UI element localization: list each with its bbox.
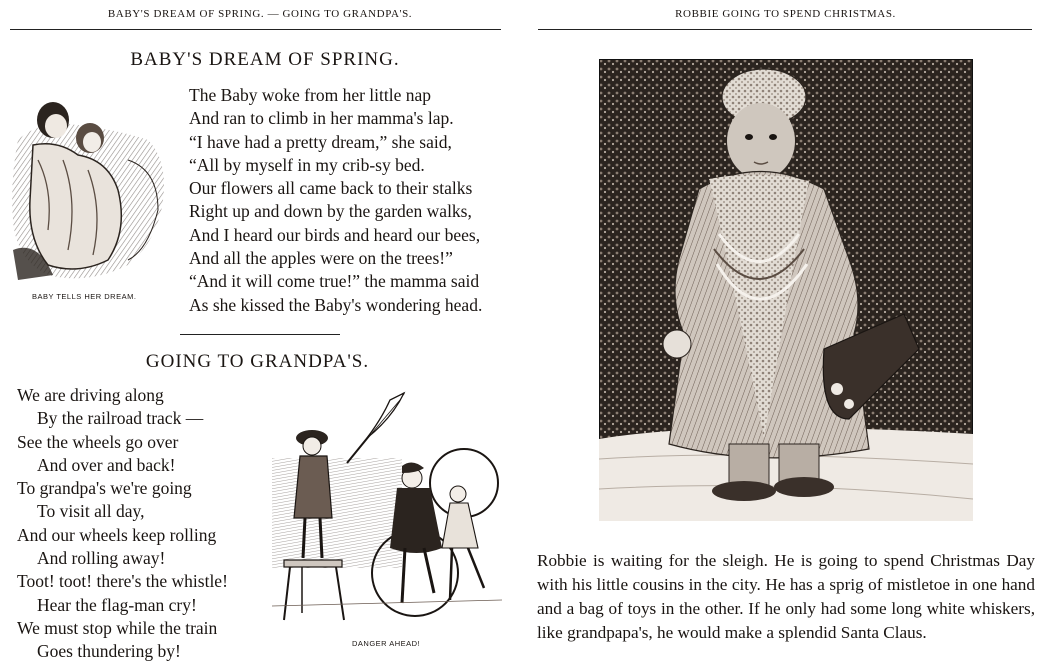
- story-paragraph: Robbie is waiting for the sleigh. He is going to spend Christmas Day with his little cousins in the city. He has a sprig of mistletoe in one hand and a bag of toys in the other. If he only had some long white whiskers, like grandpapa's, he would make a splendid Santa Claus.: [537, 551, 1035, 642]
- poem-line: And rolling away!: [37, 548, 166, 569]
- poem-line: And our wheels keep rolling: [17, 524, 217, 545]
- caption-baby-dream: BABY TELLS HER DREAM.: [32, 292, 137, 301]
- poem-line: And all the apples were on the trees!”: [189, 248, 453, 269]
- header-rule-right: [538, 29, 1032, 30]
- poem-line: And ran to climb in her mamma's lap.: [189, 108, 454, 129]
- running-head-right: ROBBIE GOING TO SPEND CHRISTMAS.: [675, 8, 896, 20]
- baby-tells-dream-illustration: [8, 100, 168, 285]
- poem-line: By the railroad track —: [37, 408, 204, 429]
- poem-line: We are driving along: [17, 385, 164, 405]
- right-page: [528, 0, 1043, 668]
- danger-ahead-illustration: [272, 388, 502, 628]
- poem-line: Hear the flag-man cry!: [37, 594, 197, 615]
- poem-line: We must stop while the train: [17, 617, 218, 638]
- section-divider: [180, 334, 340, 335]
- poem1-title: BABY'S DREAM OF SPRING.: [130, 49, 400, 70]
- poem-line: “I have had a pretty dream,” she said,: [189, 131, 452, 152]
- poem-line: Right up and down by the garden walks,: [189, 201, 472, 222]
- poem-line: “And it will come true!” the mamma said: [189, 271, 480, 292]
- poem2-title: GOING TO GRANDPA'S.: [145, 351, 370, 372]
- poem-line: To grandpa's we're going: [17, 478, 192, 499]
- poem1-stanza: [189, 84, 482, 317]
- running-head-left: BABY'S DREAM OF SPRING. — GOING TO GRANDPA'S.: [107, 8, 413, 20]
- poem-line: See the wheels go over: [17, 431, 179, 452]
- poem-line: The Baby woke from her little nap: [189, 85, 432, 105]
- robbie-engraving: [599, 59, 973, 521]
- poem-line: “All by myself in my crib-sy bed.: [189, 154, 425, 175]
- caption-danger-ahead: DANGER AHEAD!: [352, 639, 421, 648]
- poem-line: Our flowers all came back to their stalks: [189, 178, 473, 199]
- header-rule-left: [10, 29, 501, 30]
- poem-line: To visit all day,: [37, 501, 145, 522]
- left-page: [0, 0, 520, 668]
- poem-line: And I heard our birds and heard our bees,: [189, 224, 481, 245]
- poem-line: Goes thundering by!: [37, 641, 181, 662]
- poem-line: Toot! toot! there's the whistle!: [17, 571, 228, 592]
- poem-line: As she kissed the Baby's wondering head.: [189, 294, 483, 315]
- poem-line: And over and back!: [37, 454, 176, 475]
- poem2-stanza: [17, 384, 228, 664]
